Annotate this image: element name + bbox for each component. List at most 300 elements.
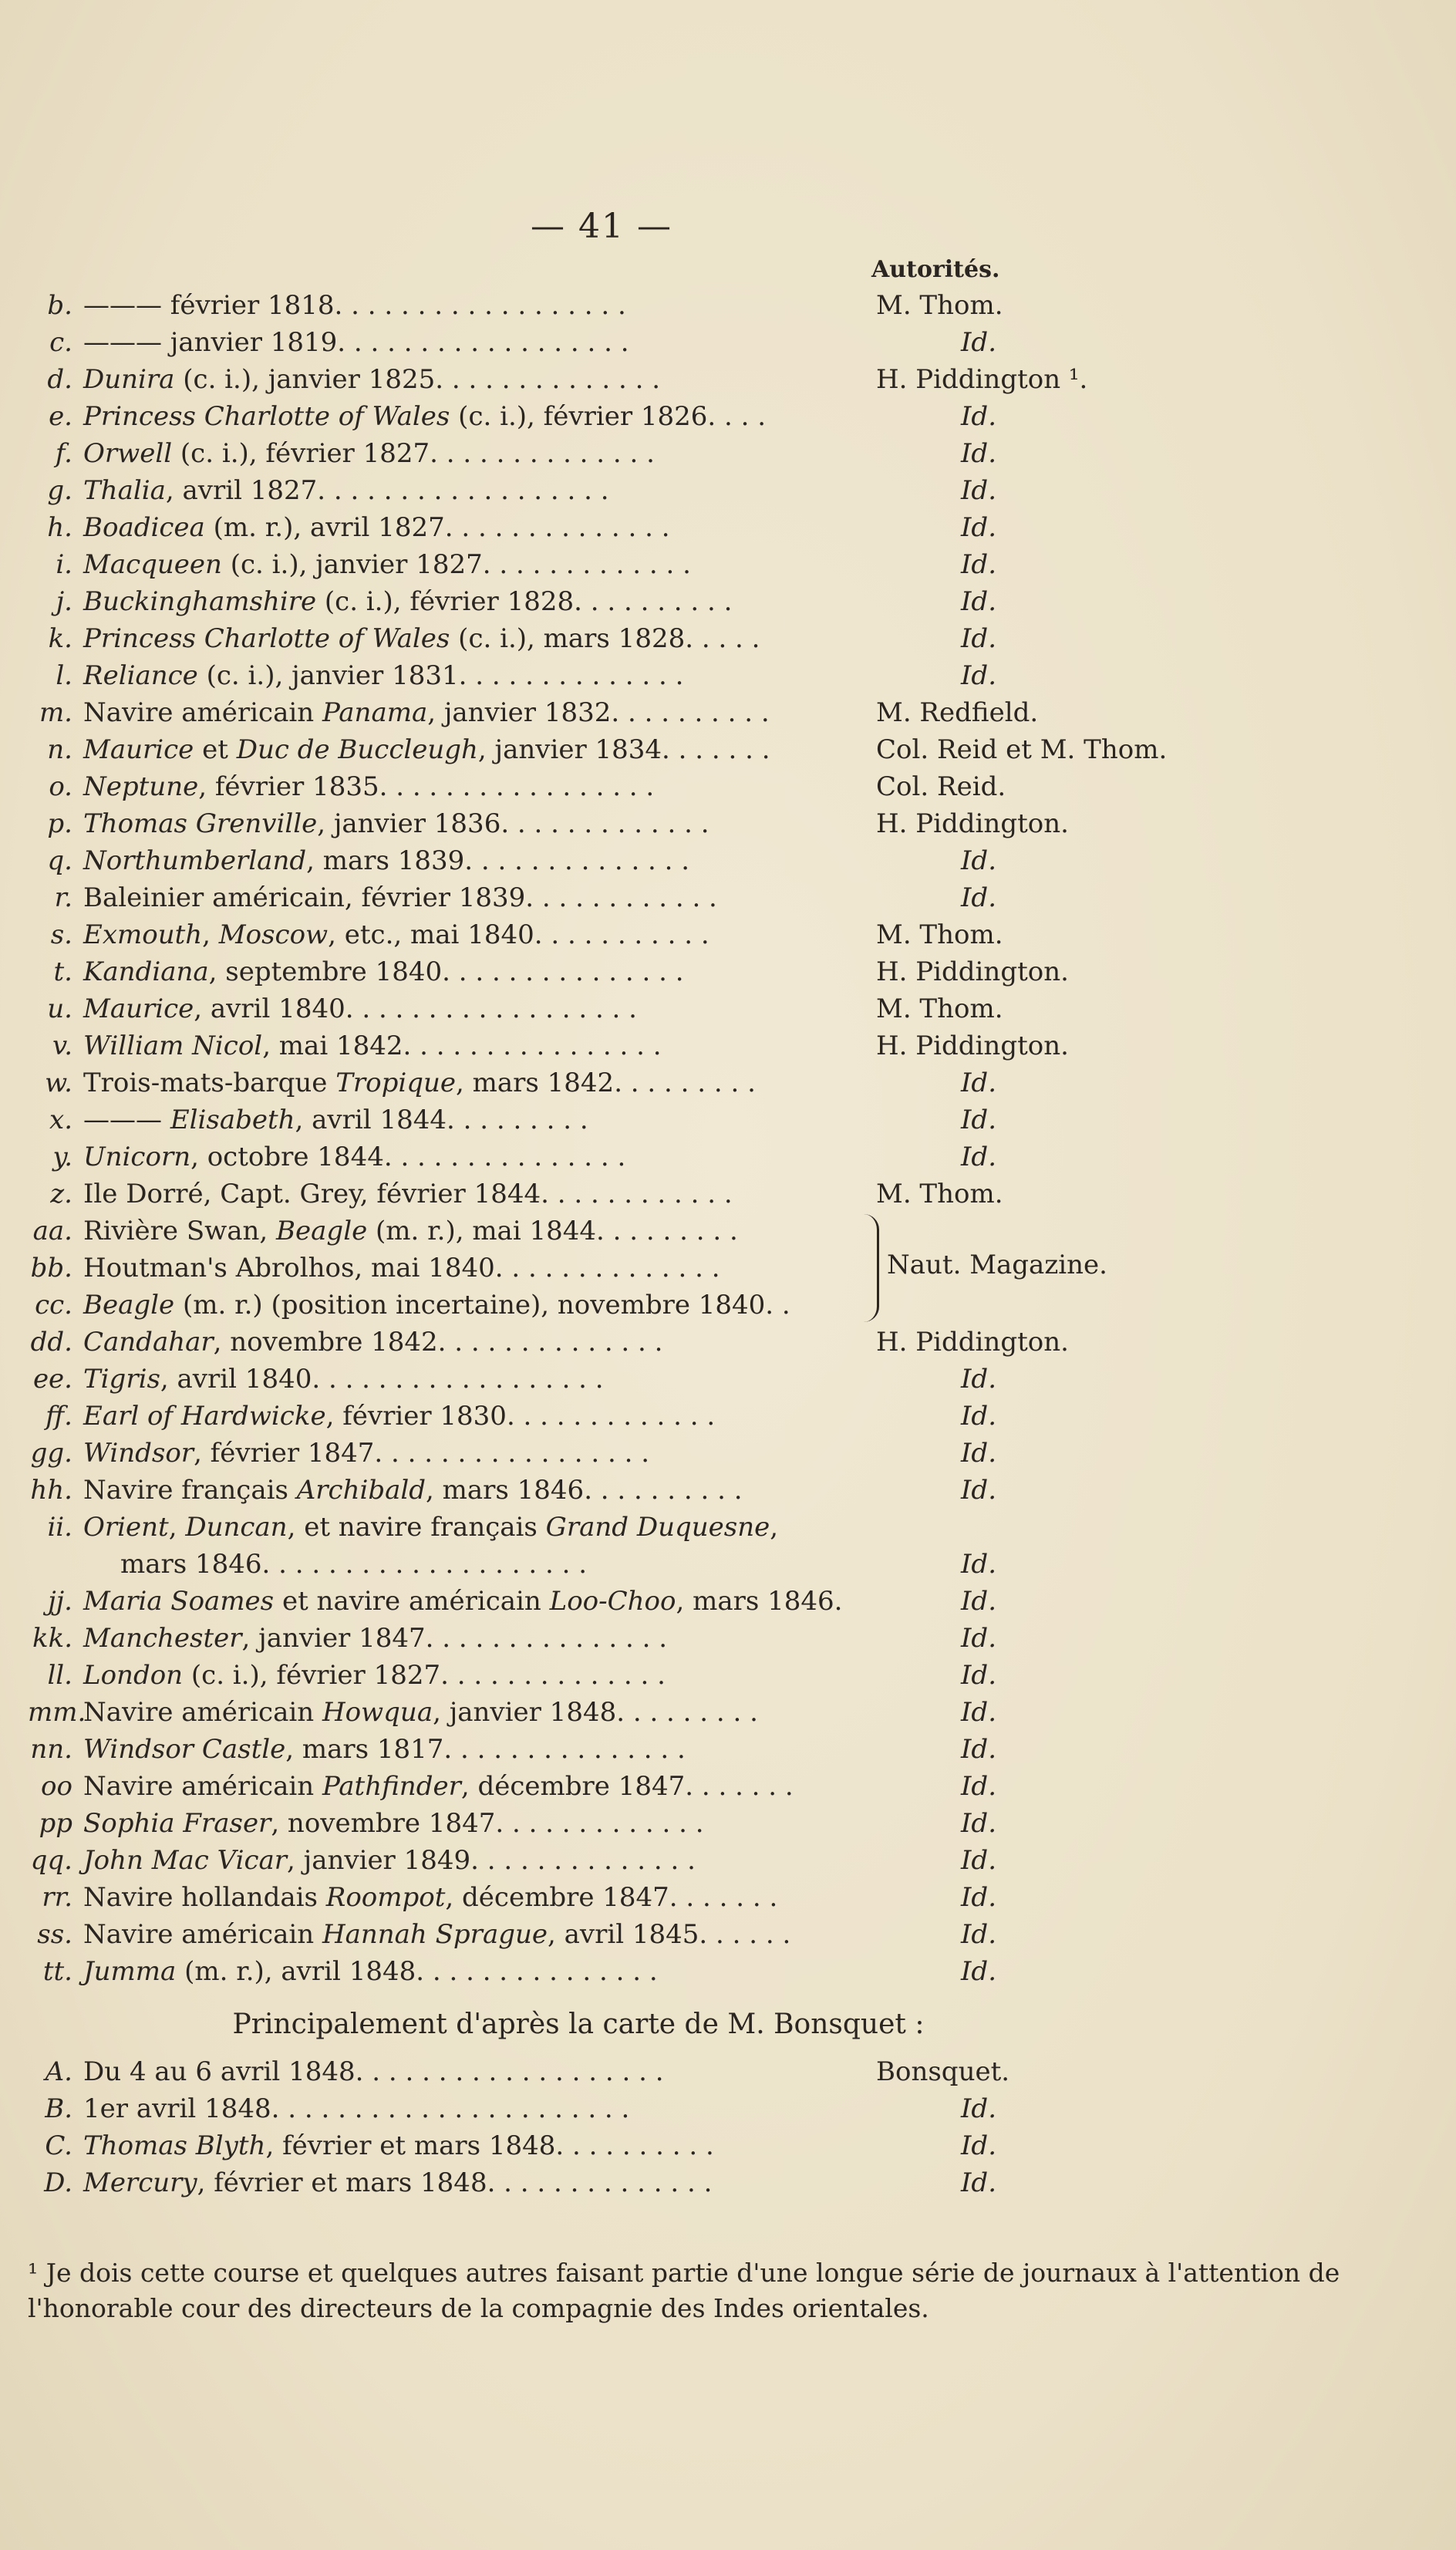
list-item bbox=[28, 583, 1185, 620]
ship-name: Windsor Castle bbox=[83, 1734, 286, 1765]
entry-authority: Id. bbox=[961, 438, 997, 469]
entry-mark: c. bbox=[49, 327, 72, 358]
entry-text bbox=[83, 1064, 756, 1101]
entry-mark: q. bbox=[47, 845, 72, 876]
entry-text bbox=[83, 2164, 712, 2201]
ship-name: Maurice bbox=[83, 993, 194, 1024]
brace bbox=[860, 1214, 879, 1322]
list-item bbox=[28, 1731, 1185, 1768]
entry-segment: , février 1835. . . . . . . . . . . . . . . . . bbox=[198, 771, 655, 802]
entry-text bbox=[83, 398, 766, 435]
entry-text bbox=[83, 1694, 758, 1731]
entry-authority: Id. bbox=[961, 623, 997, 654]
entry-authority: H. Piddington. bbox=[876, 808, 1069, 839]
entry-segment: , janvier 1848. . . . . . . . . bbox=[433, 1697, 758, 1728]
entry-authority: H. Piddington. bbox=[876, 1030, 1069, 1061]
entry-text bbox=[83, 1472, 743, 1509]
list-item bbox=[28, 990, 1185, 1027]
entry-segment: , avril 1840. . . . . . . . . . . . . . . . . . bbox=[194, 993, 637, 1024]
ship-name: Dunira bbox=[83, 364, 175, 395]
entry-text bbox=[83, 472, 609, 509]
entry-authority: Id. bbox=[961, 1549, 997, 1580]
entry-text bbox=[83, 1250, 720, 1287]
entry-mark: gg. bbox=[30, 1438, 72, 1469]
entry-text bbox=[83, 842, 689, 879]
entry-text bbox=[83, 1435, 649, 1472]
entry-authority: Id. bbox=[961, 1364, 997, 1395]
entry-text bbox=[83, 1027, 662, 1064]
ship-name: Princess Charlotte of Wales bbox=[83, 401, 450, 432]
entry-authority: Id. bbox=[961, 1697, 997, 1728]
ship-name: Moscow bbox=[218, 919, 329, 950]
entry-mark: g. bbox=[47, 475, 72, 506]
entry-segment: Du 4 au 6 avril 1848. . . . . . . . . . . . . . . . . . . bbox=[83, 2056, 664, 2087]
entry-mark: l. bbox=[56, 660, 72, 691]
entry-text bbox=[83, 768, 654, 805]
entry-text bbox=[83, 1175, 733, 1213]
list-item bbox=[28, 1657, 1185, 1694]
entry-segment: Houtman's Abrolhos, mai 1840. . . . . . . . . . . . . . bbox=[83, 1253, 720, 1283]
entry-segment: , janvier 1834. . . . . . . bbox=[477, 734, 770, 765]
entry-text bbox=[83, 1287, 790, 1324]
entry-authority: Bonsquet. bbox=[876, 2056, 1010, 2087]
entry-text bbox=[83, 509, 670, 546]
entry-mark: e. bbox=[49, 401, 72, 432]
entry-text bbox=[83, 1620, 667, 1657]
entry-authority: Id. bbox=[961, 1068, 997, 1098]
list-item bbox=[28, 694, 1185, 731]
list-item bbox=[28, 509, 1185, 546]
ship-name: Thomas Grenville bbox=[83, 808, 318, 839]
list-item bbox=[28, 1805, 1185, 1842]
ship-name: Exmouth bbox=[83, 919, 203, 950]
entry-mark: ss. bbox=[37, 1919, 72, 1950]
entry-segment: Navire américain bbox=[83, 1771, 322, 1802]
ship-name: William Nicol bbox=[83, 1030, 263, 1061]
entry-segment: , février et mars 1848. . . . . . . . . . . . . . bbox=[197, 2167, 713, 2198]
entry-mark: kk. bbox=[32, 1623, 72, 1654]
entry-segment: , avril 1840. . . . . . . . . . . . . . . . . . bbox=[160, 1364, 604, 1395]
entry-mark: ee. bbox=[32, 1364, 72, 1395]
entry-segment: Navire américain bbox=[83, 1697, 322, 1728]
entry-authority: Id. bbox=[961, 1105, 997, 1135]
list-item bbox=[28, 1287, 1185, 1324]
entry-mark: b. bbox=[47, 290, 72, 321]
entry-text bbox=[83, 435, 655, 472]
entry-authority: H. Piddington ¹. bbox=[876, 364, 1088, 395]
entry-authority: Id. bbox=[961, 1734, 997, 1765]
ship-name: Pathfinder bbox=[322, 1771, 461, 1802]
entry-segment: ——— janvier 1819. . . . . . . . . . . . . . . . . . bbox=[83, 327, 629, 358]
entry-segment: 1er avril 1848. . . . . . . . . . . . . . . . . . . . . . bbox=[83, 2093, 630, 2124]
list-item bbox=[28, 324, 1185, 361]
ship-name: Tropique bbox=[335, 1068, 457, 1098]
list-item bbox=[28, 1842, 1185, 1879]
entry-mark: hh. bbox=[30, 1475, 72, 1506]
list-item bbox=[28, 805, 1185, 842]
ship-name: Sophia Fraser bbox=[83, 1808, 271, 1839]
entry-mark: cc. bbox=[35, 1290, 72, 1321]
entry-authority: Id. bbox=[961, 882, 997, 913]
ship-name: Duc de Buccleugh bbox=[236, 734, 478, 765]
entry-authority: Id. bbox=[961, 2093, 997, 2124]
entry-segment: , bbox=[168, 1512, 186, 1543]
entry-mark: pp bbox=[39, 1808, 72, 1839]
entry-segment: , mars 1846. bbox=[676, 1586, 843, 1617]
entry-segment: Navire hollandais bbox=[83, 1882, 326, 1913]
entry-authority: Id. bbox=[961, 1438, 997, 1469]
entry-authority: Col. Reid. bbox=[876, 771, 1006, 802]
entry-mark: o. bbox=[49, 771, 72, 802]
entry-text bbox=[83, 583, 732, 620]
ship-name: Orwell bbox=[83, 438, 173, 469]
entry-segment: (m. r.), avril 1848. . . . . . . . . . . . . . . bbox=[176, 1956, 658, 1987]
ship-name: Northumberland bbox=[83, 845, 307, 876]
entry-mark: v. bbox=[52, 1030, 72, 1061]
entry-segment: (c. i.), février 1826. . . . bbox=[450, 401, 767, 432]
entry-authority: Id. bbox=[961, 1771, 997, 1802]
entry-text bbox=[83, 1657, 666, 1694]
ship-name: Manchester bbox=[83, 1623, 242, 1654]
entry-segment: ——— bbox=[83, 1105, 170, 1135]
ship-name: Boadicea bbox=[83, 512, 205, 543]
entry-authority: M. Redfield. bbox=[876, 697, 1039, 728]
entry-segment: , mars 1846. . . . . . . . . . bbox=[426, 1475, 743, 1506]
ship-name: Elisabeth bbox=[170, 1105, 295, 1135]
list-item bbox=[28, 1916, 1185, 1953]
entry-authority: Id. bbox=[961, 1475, 997, 1506]
entry-segment: (m. r.), avril 1827. . . . . . . . . . . . . . bbox=[204, 512, 670, 543]
entry-authority: M. Thom. bbox=[876, 919, 1003, 950]
entry-mark: x. bbox=[49, 1105, 72, 1135]
ship-name: Orient bbox=[83, 1512, 169, 1543]
list-item bbox=[28, 472, 1185, 509]
entry-mark: w. bbox=[45, 1068, 72, 1098]
list-item bbox=[28, 1768, 1185, 1805]
entry-authority: Id. bbox=[961, 1586, 997, 1617]
list-item bbox=[28, 1879, 1185, 1916]
list-item bbox=[28, 1398, 1185, 1435]
ship-name: Hannah Sprague bbox=[322, 1919, 548, 1950]
entry-text bbox=[83, 953, 684, 990]
entry-text bbox=[83, 731, 770, 768]
entry-segment: , bbox=[770, 1512, 779, 1543]
entry-authority: Id. bbox=[961, 475, 997, 506]
list-item bbox=[28, 1546, 1185, 1583]
list-item bbox=[28, 2053, 1185, 2090]
list-item bbox=[28, 1361, 1185, 1398]
entry-mark: dd. bbox=[30, 1327, 72, 1358]
entry-mark: m. bbox=[39, 697, 72, 728]
entry-segment: , janvier 1847. . . . . . . . . . . . . . . bbox=[241, 1623, 668, 1654]
entry-mark: mm. bbox=[28, 1697, 86, 1728]
entry-text bbox=[83, 1324, 662, 1361]
entry-text bbox=[83, 287, 626, 324]
list-item bbox=[28, 879, 1185, 916]
entry-segment: , janvier 1836. . . . . . . . . . . . . bbox=[317, 808, 709, 839]
entry-text bbox=[83, 1953, 658, 1990]
entry-authority: Id. bbox=[961, 845, 997, 876]
entry-authority: M. Thom. bbox=[876, 1179, 1003, 1209]
entry-segment: (c. i.), janvier 1825. . . . . . . . . . . . . . bbox=[174, 364, 661, 395]
entry-segment: (m. r.), mai 1844. . . . . . . . . bbox=[367, 1216, 738, 1246]
entry-segment: , et navire français bbox=[287, 1512, 546, 1543]
entry-mark: ll. bbox=[47, 1660, 72, 1691]
ship-name: Candahar bbox=[83, 1327, 214, 1358]
entry-segment: , février 1847. . . . . . . . . . . . . . . . . bbox=[194, 1438, 650, 1469]
entry-segment: , mars 1817. . . . . . . . . . . . . . . bbox=[285, 1734, 686, 1765]
entry-text bbox=[83, 1138, 625, 1175]
entry-text bbox=[83, 1842, 696, 1879]
list-item bbox=[28, 2090, 1185, 2127]
entry-text bbox=[83, 879, 717, 916]
entry-segment: (c. i.), mars 1828. . . . . bbox=[450, 623, 760, 654]
entry-segment: , mai 1842. . . . . . . . . . . . . . . . bbox=[262, 1030, 662, 1061]
entry-authority: Id. bbox=[961, 1623, 997, 1654]
ship-name: Beagle bbox=[276, 1216, 368, 1246]
entry-mark: p. bbox=[47, 808, 72, 839]
entry-text bbox=[83, 1768, 794, 1805]
ship-name: Tigris bbox=[83, 1364, 160, 1395]
entry-text bbox=[83, 1101, 588, 1138]
entry-mark: n. bbox=[47, 734, 72, 765]
entry-mark: A. bbox=[45, 2056, 72, 2087]
entry-segment: (c. i.), janvier 1827. . . . . . . . . . . . . bbox=[221, 549, 691, 580]
entry-text bbox=[83, 657, 683, 694]
ship-name: Panama bbox=[322, 697, 428, 728]
entry-authority: Id. bbox=[961, 660, 997, 691]
list-item bbox=[28, 1175, 1185, 1213]
entry-segment: , mars 1839. . . . . . . . . . . . . . bbox=[306, 845, 690, 876]
entry-authority: Id. bbox=[961, 327, 997, 358]
entry-mark: k. bbox=[48, 623, 72, 654]
entry-segment: Ile Dorré, Capt. Grey, février 1844. . . . . . . . . . . . bbox=[83, 1179, 733, 1209]
entry-segment: (m. r.) (position incertaine), novembre 1840. . bbox=[174, 1290, 790, 1321]
ship-name: Windsor bbox=[83, 1438, 194, 1469]
entry-segment: , avril 1845. . . . . . bbox=[548, 1919, 791, 1950]
ship-name: Archibald bbox=[296, 1475, 426, 1506]
entry-mark: z. bbox=[50, 1179, 72, 1209]
ship-name: Kandiana bbox=[83, 956, 209, 987]
ship-name: Reliance bbox=[83, 660, 198, 691]
list-item bbox=[28, 731, 1185, 768]
ship-name: Maria Soames bbox=[83, 1586, 275, 1617]
brace-authority: Naut. Magazine. bbox=[887, 1250, 1107, 1280]
entry-segment: et bbox=[194, 734, 237, 765]
entry-mark: s. bbox=[50, 919, 72, 950]
ship-name: Loo-Choo bbox=[549, 1586, 676, 1617]
entry-authority: H. Piddington. bbox=[876, 956, 1069, 987]
entry-segment: , mars 1842. . . . . . . . . bbox=[456, 1068, 756, 1098]
list-item bbox=[28, 1620, 1185, 1657]
entry-mark: d. bbox=[47, 364, 72, 395]
ship-name: Grand Duquesne bbox=[545, 1512, 770, 1543]
entry-authority: Id. bbox=[961, 2130, 997, 2161]
entry-authority: Id. bbox=[961, 401, 997, 432]
entry-authority: Id. bbox=[961, 512, 997, 543]
entry-authority: Id. bbox=[961, 549, 997, 580]
entry-authority: Col. Reid et M. Thom. bbox=[876, 734, 1168, 765]
entry-mark: B. bbox=[45, 2093, 72, 2124]
list-item bbox=[28, 2164, 1185, 2201]
list-item bbox=[28, 1435, 1185, 1472]
entry-text bbox=[83, 2127, 714, 2164]
entry-authority: Id. bbox=[961, 1660, 997, 1691]
list-item bbox=[28, 768, 1185, 805]
entry-segment: , janvier 1849. . . . . . . . . . . . . . bbox=[287, 1845, 696, 1876]
entry-authority: Id. bbox=[961, 2167, 997, 2198]
ship-name: John Mac Vicar bbox=[83, 1845, 288, 1876]
ship-name: Buckinghamshire bbox=[83, 586, 317, 617]
entry-segment: , avril 1827. . . . . . . . . . . . . . . . . . bbox=[165, 475, 609, 506]
entry-text bbox=[83, 361, 660, 398]
entry-segment: , février et mars 1848. . . . . . . . . . bbox=[265, 2130, 714, 2161]
list-item bbox=[28, 953, 1185, 990]
entry-mark: rr. bbox=[42, 1882, 72, 1913]
entry-mark: qq. bbox=[30, 1845, 72, 1876]
entry-authority: Id. bbox=[961, 1845, 997, 1876]
list-item bbox=[28, 1324, 1185, 1361]
footnote: ¹ Je dois cette course et quelques autres faisant partie d'une longue série de journaux à l'attention de l'honorable cour des directeurs de la compagnie des Indes orientales. bbox=[28, 2258, 1340, 2323]
ship-name: Howqua bbox=[322, 1697, 433, 1728]
entry-text bbox=[83, 1213, 738, 1250]
entry-mark: D. bbox=[44, 2167, 72, 2198]
entry-segment: , décembre 1847. . . . . . . bbox=[445, 1882, 778, 1913]
entry-authority: Id. bbox=[961, 586, 997, 617]
entry-mark: h. bbox=[47, 512, 72, 543]
ship-name: Earl of Hardwicke bbox=[83, 1401, 326, 1432]
ship-name: London bbox=[83, 1660, 184, 1691]
entry-segment: Navire français bbox=[83, 1475, 297, 1506]
authorities-header: Autorités. bbox=[871, 256, 1000, 283]
page-number: — 41 — bbox=[531, 207, 672, 246]
entry-mark: aa. bbox=[32, 1216, 72, 1246]
ship-name: Thomas Blyth bbox=[83, 2130, 266, 2161]
entry-mark: i. bbox=[56, 549, 72, 580]
entry-authority: Id. bbox=[961, 1882, 997, 1913]
entry-text: mars 1846. . . . . . . . . . . . . . . . . . . . bbox=[120, 1549, 588, 1580]
entry-segment: , avril 1844. . . . . . . . . bbox=[295, 1105, 588, 1135]
list-item bbox=[28, 1953, 1185, 1990]
list-item bbox=[28, 398, 1185, 435]
entry-text bbox=[83, 1731, 686, 1768]
entry-segment: (c. i.), février 1827. . . . . . . . . . . . . . bbox=[172, 438, 655, 469]
entry-text bbox=[83, 1361, 604, 1398]
entry-segment: , septembre 1840. . . . . . . . . . . . . . . bbox=[208, 956, 684, 987]
entry-segment: (c. i.), février 1827. . . . . . . . . . . . . . bbox=[183, 1660, 666, 1691]
entry-mark: t. bbox=[53, 956, 72, 987]
ship-name: Maurice bbox=[83, 734, 194, 765]
entry-segment: Navire américain bbox=[83, 697, 322, 728]
entry-mark: nn. bbox=[30, 1734, 72, 1765]
entry-text bbox=[83, 1879, 777, 1916]
list-item bbox=[28, 361, 1185, 398]
list-item bbox=[28, 287, 1185, 324]
entry-segment: Rivière Swan, bbox=[83, 1216, 277, 1246]
entry-text bbox=[83, 1583, 842, 1620]
entry-mark: bb. bbox=[30, 1253, 72, 1283]
list-item bbox=[28, 657, 1185, 694]
entry-text bbox=[83, 694, 770, 731]
entry-segment: (c. i.), février 1828. . . . . . . . . . bbox=[316, 586, 733, 617]
entry-segment: (c. i.), janvier 1831. . . . . . . . . . . . . . bbox=[197, 660, 684, 691]
entry-segment: , etc., mai 1840. . . . . . . . . . . bbox=[328, 919, 709, 950]
list-item bbox=[28, 1509, 1185, 1546]
entry-text bbox=[83, 1398, 715, 1435]
entry-segment: ——— février 1818. . . . . . . . . . . . . . . . . . bbox=[83, 290, 626, 321]
entry-text bbox=[83, 620, 760, 657]
list-item bbox=[28, 1213, 1185, 1250]
entry-text bbox=[83, 1509, 778, 1546]
entry-mark: y. bbox=[52, 1142, 72, 1172]
entry-segment: , novembre 1842. . . . . . . . . . . . . . bbox=[213, 1327, 663, 1358]
list-item bbox=[28, 435, 1185, 472]
list-item bbox=[28, 1583, 1185, 1620]
entry-segment: Baleinier américain, février 1839. . . . . . . . . . . . bbox=[83, 882, 717, 913]
ship-name: Thalia bbox=[83, 475, 166, 506]
entry-segment: Trois-mats-barque bbox=[83, 1068, 336, 1098]
entry-mark: jj. bbox=[48, 1586, 72, 1617]
entry-mark: C. bbox=[45, 2130, 72, 2161]
entry-text bbox=[83, 805, 709, 842]
entry-text bbox=[83, 546, 691, 583]
list-item bbox=[28, 620, 1185, 657]
entry-segment: , janvier 1832. . . . . . . . . . bbox=[427, 697, 770, 728]
list-item bbox=[28, 1694, 1185, 1731]
list-item bbox=[28, 1138, 1185, 1175]
entry-authority: Id. bbox=[961, 1956, 997, 1987]
entry-segment: , février 1830. . . . . . . . . . . . . bbox=[325, 1401, 716, 1432]
entry-text bbox=[83, 2090, 629, 2127]
entry-segment: , octobre 1844. . . . . . . . . . . . . . . bbox=[190, 1142, 626, 1172]
entry-mark: tt. bbox=[42, 1956, 72, 1987]
bonsquet-list bbox=[28, 2053, 1185, 2201]
entry-text bbox=[83, 324, 629, 361]
entry-text bbox=[83, 1805, 704, 1842]
entry-list bbox=[28, 287, 1185, 1990]
entry-authority: M. Thom. bbox=[876, 993, 1003, 1024]
entry-segment: , novembre 1847. . . . . . . . . . . . . bbox=[271, 1808, 704, 1839]
list-item bbox=[28, 842, 1185, 879]
list-item bbox=[28, 1027, 1185, 1064]
ship-name: Jumma bbox=[83, 1956, 177, 1987]
ship-name: Beagle bbox=[83, 1290, 175, 1321]
entry-mark: u. bbox=[47, 993, 72, 1024]
entry-authority: Id. bbox=[961, 1142, 997, 1172]
entry-authority: Id. bbox=[961, 1808, 997, 1839]
list-item bbox=[28, 916, 1185, 953]
ship-name: Princess Charlotte of Wales bbox=[83, 623, 450, 654]
entry-text bbox=[83, 916, 709, 953]
entry-mark: ii. bbox=[47, 1512, 72, 1543]
entry-authority: H. Piddington. bbox=[876, 1327, 1069, 1358]
entry-mark: j. bbox=[56, 586, 72, 617]
entry-authority: M. Thom. bbox=[876, 290, 1003, 321]
entry-segment: , décembre 1847. . . . . . . bbox=[460, 1771, 794, 1802]
entry-authority: Id. bbox=[961, 1919, 997, 1950]
entry-authority: Id. bbox=[961, 1401, 997, 1432]
entry-segment: Navire américain bbox=[83, 1919, 322, 1950]
list-item bbox=[28, 546, 1185, 583]
list-item bbox=[28, 1064, 1185, 1101]
ship-name: Unicorn bbox=[83, 1142, 191, 1172]
entry-mark: ff. bbox=[46, 1401, 72, 1432]
ship-name: Macqueen bbox=[83, 549, 222, 580]
entry-mark: oo bbox=[41, 1771, 72, 1802]
section-heading: Principalement d'après la carte de M. Bonsquet : bbox=[232, 2009, 925, 2040]
ship-name: Roompot bbox=[325, 1882, 446, 1913]
entry-segment: et navire américain bbox=[274, 1586, 550, 1617]
